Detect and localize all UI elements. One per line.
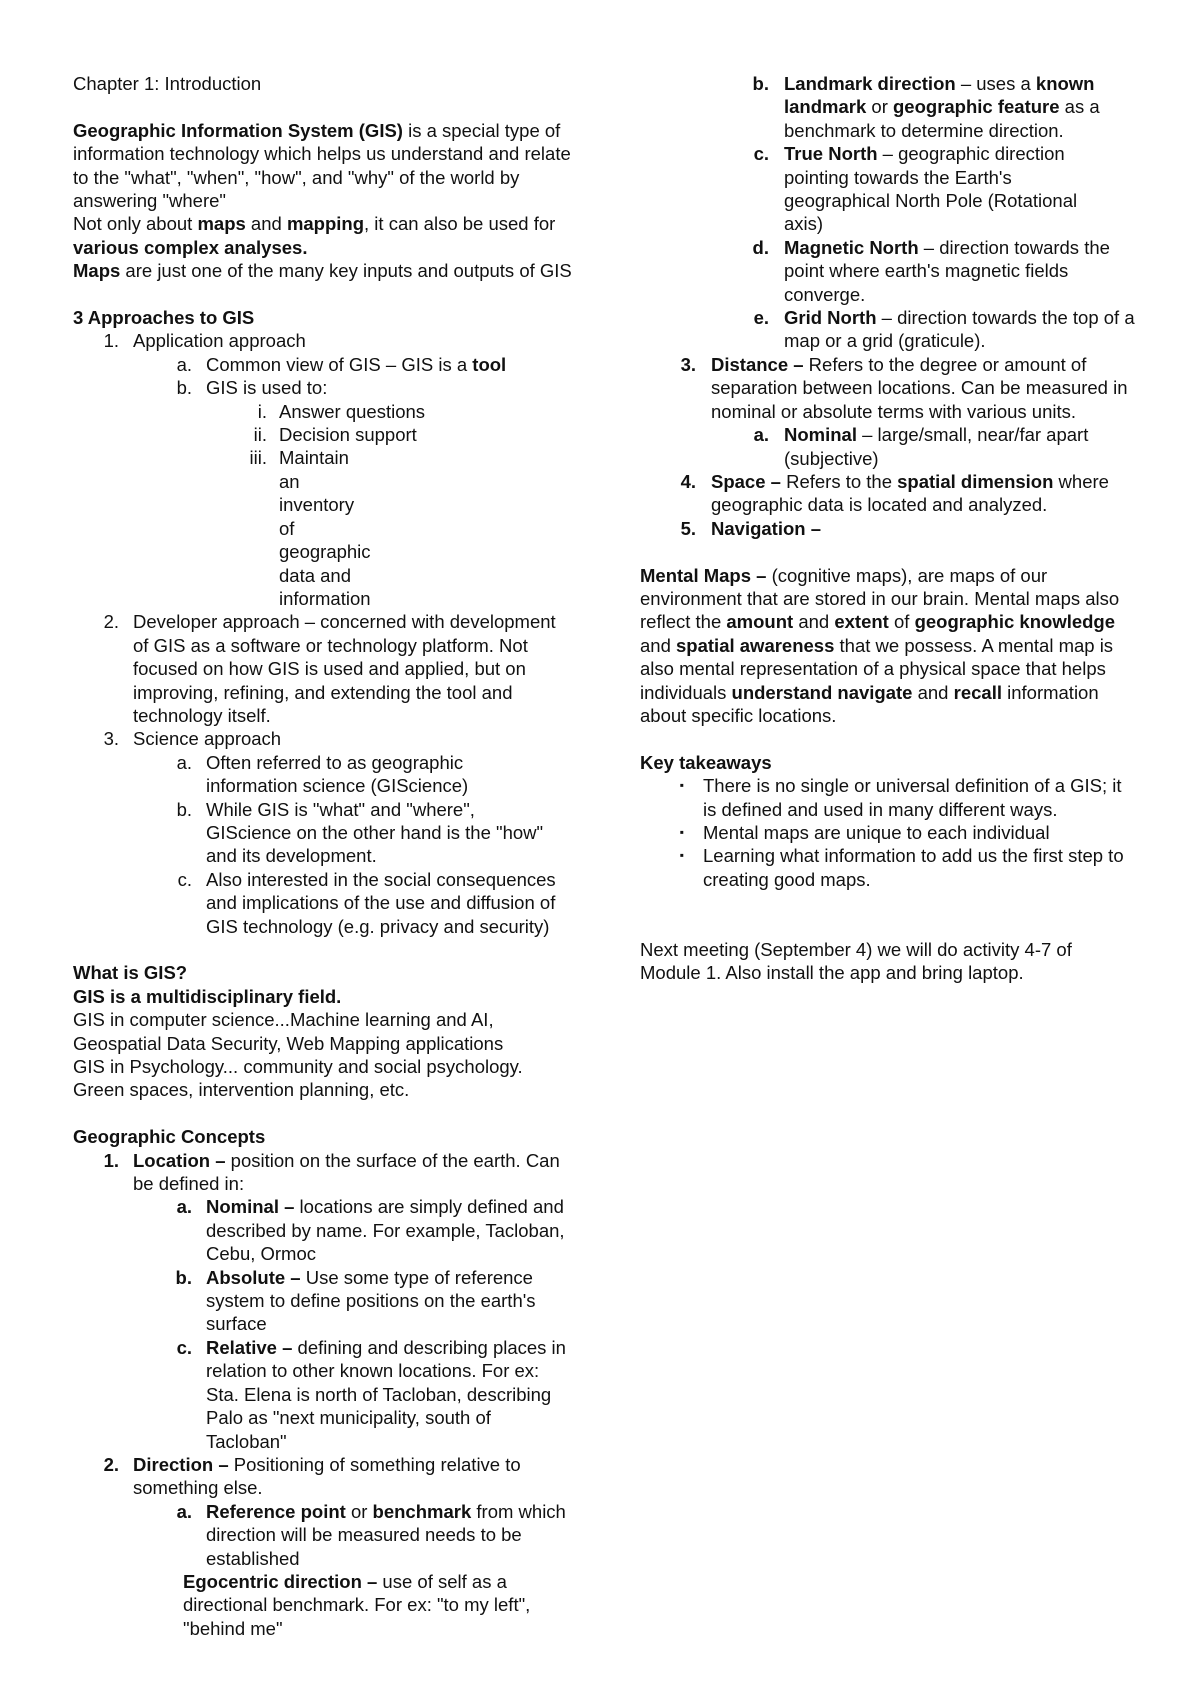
left-column	[73, 72, 573, 1640]
list-marker: 2.	[103, 1453, 119, 1475]
list-text: Developer approach – concerned with development of GIS as a software or technology platform. Not focused on how GIS is used and applied, but on improving, refining, and extending the tool and technology itself.	[133, 611, 556, 726]
list-item	[640, 470, 1145, 517]
list-text	[206, 1195, 573, 1265]
list-marker: b.	[175, 1266, 192, 1288]
list-item	[73, 400, 573, 423]
gis-def-text: is a special type of information technology which helps us understand and relate to the "what", "when", "how", and "why" of the world by answering "where"	[73, 119, 571, 212]
list-marker: a.	[753, 424, 769, 446]
bullet-icon: ▪	[679, 824, 684, 839]
list-item	[640, 236, 1145, 306]
list-text: Maintain an inventory of geographic data and information	[279, 447, 371, 609]
text: and	[793, 611, 835, 633]
term: geographic feature	[893, 96, 1060, 118]
list-text: Mental maps are unique to each individual	[703, 821, 1050, 843]
text: use of self as a directional benchmark. For ex: "to my left", "behind me"	[183, 1570, 531, 1639]
term-tool: tool	[472, 353, 507, 375]
term: Direction –	[133, 1453, 229, 1475]
list-marker: iii.	[249, 447, 267, 469]
term: amount	[726, 611, 794, 633]
term: geographic knowledge	[914, 611, 1116, 633]
list-item	[640, 306, 1145, 353]
list-text	[784, 72, 1145, 142]
list-item	[73, 1453, 573, 1500]
list-text	[206, 1336, 573, 1453]
list-marker: 1.	[103, 330, 119, 352]
text: Refers to the degree or amount of separation between locations. Can be measured in nominal or absolute terms with various units.	[711, 353, 1128, 422]
list-text: Science approach	[133, 728, 282, 750]
list-marker: 3.	[103, 728, 119, 750]
text: – geographic direction pointing towards the Earth's geographical North Pole (Rotational axis)	[784, 143, 1078, 235]
term: Nominal –	[206, 1196, 295, 1218]
term: Location –	[133, 1149, 226, 1171]
list-item	[640, 72, 1145, 142]
text: or	[866, 96, 893, 118]
gis-definition	[73, 119, 573, 213]
term: benchmark	[372, 1500, 472, 1522]
term: recall	[953, 681, 1002, 703]
list-text: Application approach	[133, 330, 306, 352]
term: True North	[784, 143, 878, 165]
text: Positioning of something relative to something else.	[133, 1453, 521, 1499]
list-marker: c.	[753, 143, 769, 165]
gis-term: Geographic Information System (GIS)	[73, 119, 403, 141]
list-marker: 5.	[680, 517, 696, 539]
text: – direction towards the point where earth's magnetic fields converge.	[784, 236, 1110, 305]
list-text	[784, 306, 1145, 353]
list-text: Answer questions	[279, 400, 426, 422]
list-item	[73, 798, 573, 868]
term: Relative –	[206, 1336, 293, 1358]
right-column	[640, 72, 1145, 985]
what-is-heading: What is GIS?	[73, 962, 188, 984]
list-text: While GIS is "what" and "where", GIScience on the other hand is the "how" and its development.	[206, 798, 544, 867]
list-text: Also interested in the social consequences and implications of the use and diffusion of GIS technology (e.g. privacy and security)	[206, 868, 556, 937]
list-marker: b.	[752, 73, 769, 94]
what-is-line: GIS in Psychology... community and social psychology. Green spaces, intervention planning, etc.	[73, 1056, 523, 1101]
list-text	[784, 236, 1145, 306]
text: of	[888, 611, 915, 633]
maps-paragraph	[73, 259, 573, 282]
text: as a benchmark to determine direction.	[784, 96, 1100, 141]
text: – direction towards the top of a map or a grid (graticule).	[784, 307, 1135, 352]
egocentric-paragraph	[73, 1570, 573, 1640]
text: and	[245, 213, 287, 235]
list-marker: a.	[176, 1196, 192, 1218]
term: spatial dimension	[897, 470, 1054, 492]
list-text	[711, 353, 1145, 423]
term: Landmark direction	[784, 73, 956, 94]
list-marker: b.	[176, 377, 192, 399]
mental-maps-paragraph	[640, 564, 1145, 728]
term-various: various complex analyses.	[73, 236, 308, 258]
text: and	[912, 681, 954, 703]
term: Mental Maps –	[640, 564, 767, 586]
list-item	[73, 610, 573, 727]
list-item	[73, 1149, 573, 1196]
list-text	[206, 353, 573, 376]
list-item	[640, 517, 1145, 540]
list-text	[784, 142, 1145, 236]
text: that we possess. A mental map is also mental representation of a physical space that helps individuals	[640, 634, 1114, 703]
list-item	[73, 751, 573, 798]
list-marker: a.	[176, 751, 192, 773]
next-meeting-note: Next meeting (September 4) we will do activity 4-7 of Module 1. Also install the app and bring laptop.	[640, 938, 1072, 984]
term: known landmark	[784, 73, 1095, 118]
text: – uses a	[955, 73, 1036, 94]
list-item	[73, 1500, 573, 1570]
text: or	[345, 1500, 373, 1522]
list-text	[711, 470, 1145, 517]
list-marker: a.	[176, 1500, 192, 1522]
text: (cognitive maps), are maps of our environment that are stored in our brain. Mental maps also reflect the	[640, 564, 1120, 633]
list-item	[73, 1266, 573, 1336]
takeaways-heading: Key takeaways	[640, 751, 772, 773]
bullet-icon: ▪	[679, 778, 684, 793]
not-only-paragraph	[73, 212, 573, 259]
list-text	[206, 1266, 573, 1336]
text: defining and describing places in relation to other known locations. For ex: Sta. Elena is north of Tacloban, describing Palo as "next municipality, south of Tacloban"	[206, 1336, 566, 1452]
list-marker: 3.	[680, 353, 696, 375]
list-marker: 4.	[680, 470, 696, 492]
term: Space –	[711, 470, 781, 492]
list-item	[640, 353, 1145, 423]
text: Use some type of reference system to define positions on the earth's surface	[206, 1266, 536, 1335]
list-item	[73, 868, 573, 938]
list-marker: c.	[177, 868, 192, 890]
list-item	[640, 844, 1145, 891]
term: Egocentric direction –	[183, 1570, 378, 1592]
term-mapping: mapping	[286, 213, 365, 235]
list-item	[640, 774, 1145, 821]
list-marker: b.	[176, 798, 192, 820]
term: Distance –	[711, 353, 804, 375]
text: Common view of GIS – GIS is a	[206, 353, 473, 375]
text: from which direction will be measured needs to be established	[206, 1500, 566, 1569]
text: – large/small, near/far apart (subjective)	[784, 424, 1089, 469]
text: position on the surface of the earth. Can be defined in:	[133, 1149, 560, 1195]
list-marker: d.	[752, 236, 769, 258]
list-text: Decision support	[279, 424, 417, 446]
list-marker: c.	[176, 1336, 192, 1358]
list-item	[73, 423, 573, 446]
term: Absolute –	[206, 1266, 301, 1288]
term: Reference point	[206, 1500, 346, 1522]
text: information about specific locations.	[640, 681, 1099, 726]
list-item	[73, 1195, 573, 1265]
term: Magnetic North	[784, 236, 919, 258]
list-item	[73, 727, 573, 750]
text: Refers to the	[780, 470, 898, 492]
list-marker: 2.	[103, 611, 119, 633]
list-marker: a.	[176, 353, 192, 375]
list-item	[73, 353, 573, 376]
chapter-title: Chapter 1: Introduction	[73, 73, 262, 94]
list-item	[73, 1336, 573, 1453]
list-text: GIS is used to:	[206, 377, 328, 399]
term: understand navigate	[731, 681, 913, 703]
list-text: There is no single or universal definition of a GIS; it is defined and used in many different ways.	[703, 775, 1122, 820]
text: and	[640, 634, 677, 656]
what-is-line: GIS in computer science...Machine learning and AI, Geospatial Data Security, Web Mapping applications	[73, 1009, 504, 1054]
text: Not only about	[73, 213, 198, 235]
text: , it can also be used for	[364, 213, 556, 235]
list-text	[133, 1149, 573, 1196]
list-text: Often referred to as geographic information science (GIScience)	[206, 751, 469, 797]
list-marker: ii.	[253, 424, 267, 446]
approaches-heading: 3 Approaches to GIS	[73, 307, 255, 329]
term: Grid North	[784, 307, 877, 329]
list-text: Navigation –	[711, 517, 821, 539]
list-item	[640, 821, 1145, 844]
term: Nominal	[784, 424, 857, 446]
list-marker: 1.	[103, 1149, 119, 1171]
term: extent	[834, 611, 889, 633]
bullet-icon: ▪	[679, 848, 684, 863]
list-text	[784, 423, 1145, 470]
list-marker: i.	[257, 400, 267, 422]
concepts-heading: Geographic Concepts	[73, 1126, 266, 1148]
list-item	[73, 446, 573, 610]
text: are just one of the many key inputs and outputs of GIS	[120, 260, 572, 282]
list-item	[640, 423, 1145, 470]
term: spatial awareness	[676, 634, 835, 656]
term-maps: maps	[197, 213, 246, 235]
list-item	[73, 329, 573, 352]
term-maps: Maps	[73, 260, 121, 282]
list-item	[640, 142, 1145, 236]
list-marker: e.	[753, 307, 769, 329]
list-item	[73, 376, 573, 399]
text: where geographic data is located and analyzed.	[711, 470, 1109, 516]
list-text: Learning what information to add us the first step to creating good maps.	[703, 845, 1124, 890]
text: locations are simply defined and described by name. For example, Tacloban, Cebu, Ormoc	[206, 1196, 565, 1265]
list-text	[133, 1453, 573, 1500]
list-text	[206, 1500, 573, 1570]
what-is-subheading: GIS is a multidisciplinary field.	[73, 985, 342, 1007]
